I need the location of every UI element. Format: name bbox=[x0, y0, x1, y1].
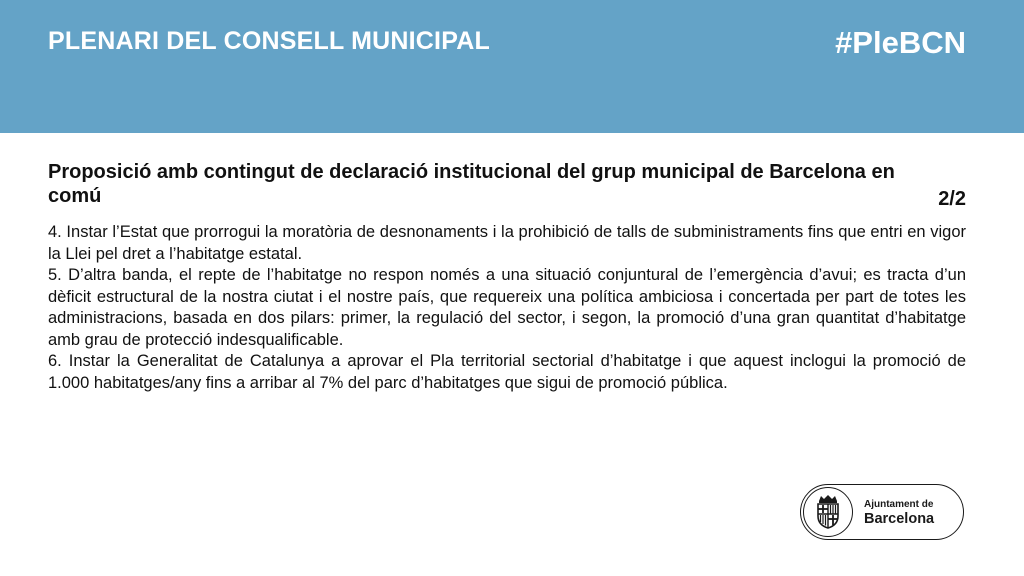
header-title: PLENARI DEL CONSELL MUNICIPAL bbox=[48, 27, 490, 55]
paragraph-5: 5. D’altra banda, el repte de l’habitatge no respon només a una situació conjuntural de l’emergència d’avui; es tracta d’un dèficit estructural de la nostra ciutat i el nostre país, que requereix una política ambiciosa i concertada per part de totes les administracions, basada en dos pilars: primer, la regulació del sector, i segon, la promoció d’una gran quantitat d’habitatge amb grau de protecció indesqualificable. bbox=[48, 266, 966, 349]
ajuntament-logo bbox=[800, 484, 964, 540]
paragraph-4: 4. Instar l’Estat que prorrogui la moratòria de desnonaments i la prohibició de talls de subministraments fins que entri en vigor la Llei pel dret a l’habitatge estatal. bbox=[48, 223, 966, 263]
proposal-paragraphs bbox=[48, 222, 966, 394]
proposal-content bbox=[48, 160, 966, 394]
header-hashtag: #PleBCN bbox=[835, 25, 966, 60]
barcelona-coat-of-arms-icon bbox=[803, 487, 853, 537]
logo-text-ajuntament: Ajuntament de bbox=[864, 499, 934, 510]
header-banner bbox=[0, 0, 1024, 133]
page-indicator: 2/2 bbox=[938, 188, 966, 210]
paragraph-6: 6. Instar la Generalitat de Catalunya a aprovar el Pla territorial sectorial d’habitatge i que aquest inclogui la promoció de 1.000 habitatges/any fins a arribar al 7% del parc d’habitatges que sigui de promoció pública. bbox=[48, 352, 966, 392]
logo-text-barcelona: Barcelona bbox=[864, 511, 935, 527]
proposal-title: Proposició amb contingut de declaració institucional del grup municipal de Barcelona en comú bbox=[48, 161, 895, 207]
